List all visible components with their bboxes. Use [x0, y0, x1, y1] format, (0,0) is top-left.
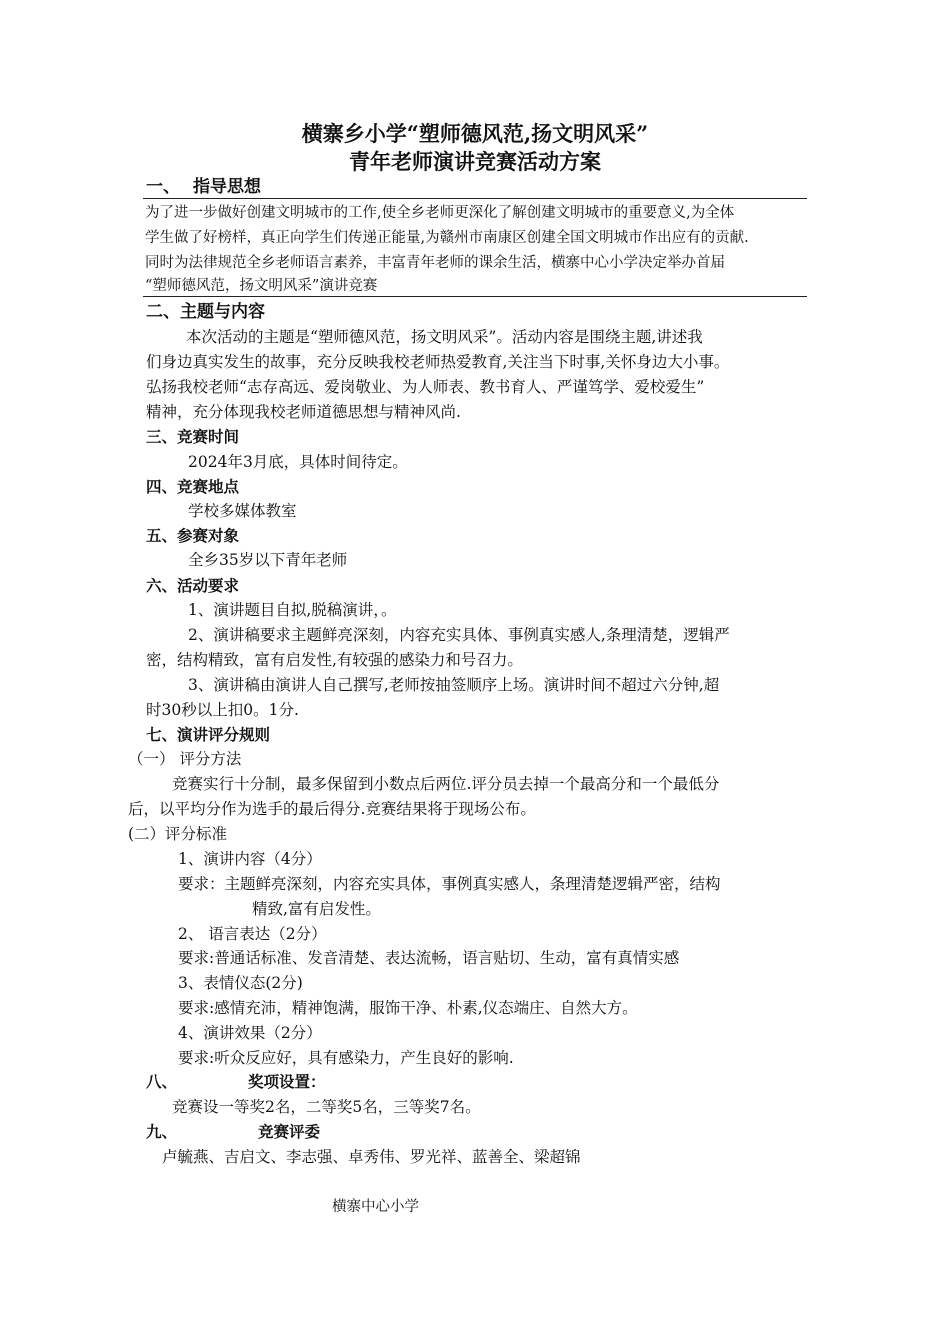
s2-heading: 二、主题与内容 — [146, 302, 265, 322]
s7-item-9: 要求:听众反应好，具有感染力，产生良好的影响. — [178, 1049, 514, 1067]
s7-heading: 七、演讲评分规则 — [146, 726, 271, 744]
s1-line-4: “塑师德风范，扬文明风采”演讲竞赛 — [145, 278, 378, 294]
s3-heading: 三、竞赛时间 — [146, 428, 240, 446]
s6-line-2: 2、演讲稿要求主题鲜亮深刻，内容充实具体、事例真实感人,条理清楚，逻辑严 — [188, 626, 730, 644]
s7-item-1: 1、演讲内容（4分） — [178, 850, 322, 868]
s2-line-2: 们身边真实发生的故事，充分反映我校老师热爱教育,关注当下时事,关怀身边大小事。 — [146, 353, 730, 371]
s7-sub1-line-2: 后，以平均分作为选手的最后得分.竞赛结果将于现场公布。 — [128, 800, 536, 818]
s7-item-3: 精致,富有启发性。 — [252, 900, 381, 918]
s3-text: 2024年3月底，具体时间待定。 — [188, 453, 408, 471]
doc-title-line1: 横寨乡小学“塑师德风范,扬文明风采” — [301, 121, 649, 146]
s6-line-5: 时30秒以上扣0。1分. — [146, 701, 299, 719]
s1-bottom-rule — [143, 296, 807, 297]
s1-line-3: 同时为法律规范全乡老师语言素养，丰富青年老师的课余生活，横寨中心小学决定举办首届 — [145, 255, 725, 271]
s7-item-4: 2、 语言表达（2分） — [178, 925, 327, 943]
s5-text: 全乡35岁以下青年老师 — [188, 551, 348, 569]
s7-item-5: 要求:普通话标准、发音清楚、表达流畅，语言贴切、生动，富有真情实感 — [178, 949, 680, 967]
s6-line-3: 密，结构精致，富有启发性,有较强的感染力和号召力。 — [146, 651, 523, 669]
s4-heading: 四、竞赛地点 — [146, 478, 240, 496]
s7-sub1-line-1: 竞赛实行十分制，最多保留到小数点后两位.评分员去掉一个最高分和一个最低分 — [172, 775, 720, 793]
s1-heading: 指导思想 — [193, 177, 261, 197]
s4-text: 学校多媒体教室 — [188, 502, 297, 520]
s7-sub1-heading: （一） 评分方法 — [128, 750, 242, 768]
s2-line-3: 弘扬我校老师“志存高远、爱岗敬业、为人师表、教书育人、严谨笃学、爱校爱生” — [146, 378, 705, 396]
doc-title-line2: 青年老师演讲竞赛活动方案 — [349, 149, 601, 174]
s7-item-6: 3、表情仪态(2分) — [178, 974, 303, 992]
s5-heading: 五、参赛对象 — [146, 527, 240, 545]
s7-item-2: 要求：主题鲜亮深刻，内容充实具体，事例真实感人，条理清楚逻辑严密，结构 — [178, 875, 721, 893]
s6-line-1: 1、演讲题目自拟,脱稿演讲，。 — [188, 601, 397, 619]
signature: 横寨中心小学 — [332, 1199, 419, 1215]
s9-heading: 竞赛评委 — [258, 1123, 321, 1141]
s1-line-1: 为了进一步做好创建文明城市的工作,使全乡老师更深化了解创建文明城市的重要意义,为全体 — [145, 205, 735, 221]
s1-number: 一、 — [146, 177, 180, 197]
s7-sub2-heading: (二）评分标准 — [128, 825, 228, 843]
s8-heading: 奖项设置： — [248, 1073, 326, 1091]
s8-text: 竞赛设一等奖2名，二等奖5名，三等奖7名。 — [172, 1098, 481, 1116]
s1-line-2: 学生做了好榜样，真正向学生们传递正能量,为赣州市南康区创建全国文明城市作出应有的贡献. — [145, 230, 749, 246]
s2-line-4: 精神，充分体现我校老师道德思想与精神风尚. — [146, 403, 461, 421]
s8-number: 八、 — [146, 1073, 178, 1091]
s6-heading: 六、活动要求 — [146, 577, 240, 595]
s7-item-8: 4、演讲效果（2分） — [178, 1024, 322, 1042]
s2-line-1: 本次活动的主题是“塑师德风范，扬文明风采”。活动内容是围绕主题,讲述我 — [186, 328, 703, 346]
s6-line-4: 3、演讲稿由演讲人自己撰写,老师按抽签顺序上场。演讲时间不超过六分钟,超 — [188, 676, 720, 694]
s1-top-rule — [143, 198, 807, 199]
s9-text: 卢毓燕、吉启文、李志强、卓秀伟、罗光祥、蓝善全、梁超锦 — [162, 1148, 581, 1166]
s9-number: 九、 — [146, 1123, 178, 1141]
s7-item-7: 要求:感情充沛，精神饱满，服饰干净、朴素,仪态端庄、自然大方。 — [178, 999, 638, 1017]
